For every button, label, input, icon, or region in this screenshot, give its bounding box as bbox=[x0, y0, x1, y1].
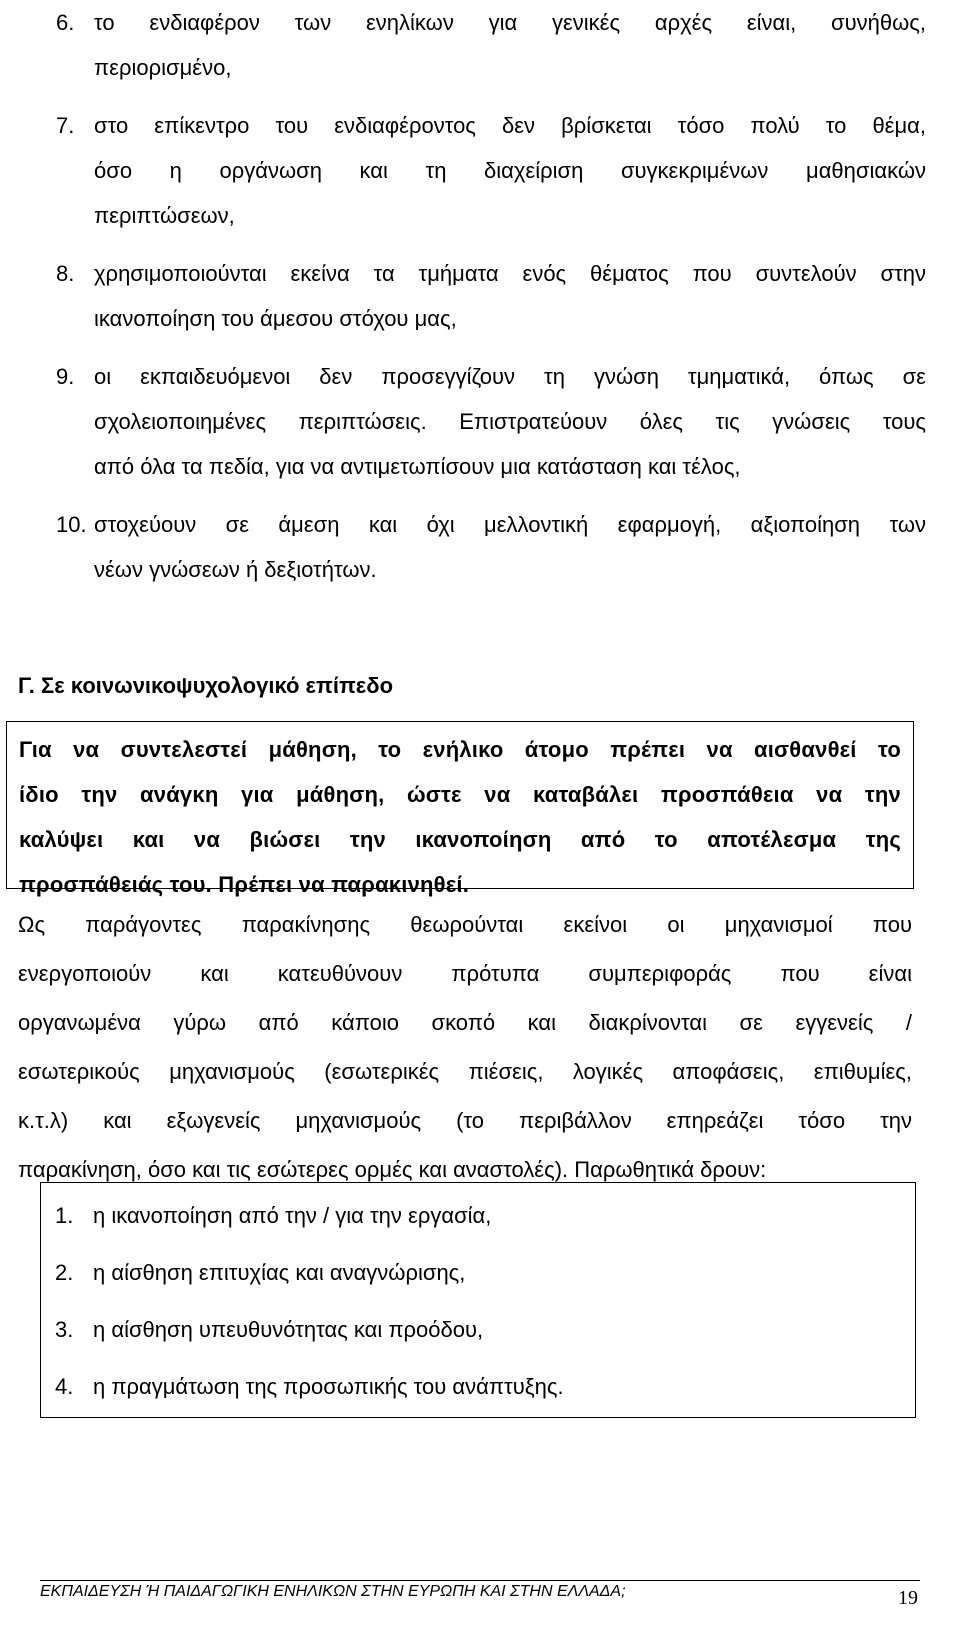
list-item bbox=[55, 1358, 915, 1415]
paragraph-line: παρακίνηση, όσο και τις εσώτερες ορμές και αναστολές). Παρωθητικά δρουν: bbox=[18, 1157, 767, 1182]
list-item bbox=[56, 251, 926, 341]
list-line: οι εκπαιδευόμενοι δεν προσεγγίζουν τη γνώση τμηματικά, όπως σε bbox=[94, 364, 926, 389]
paragraph-line: Ως παράγοντες παρακίνησης θεωρούνται εκείνοι οι μηχανισμοί που bbox=[18, 912, 912, 937]
list-line: νέων γνώσεων ή δεξιοτήτων. bbox=[94, 557, 377, 582]
statement-line: Για να συντελεστεί μάθηση, το ενήλικο άτομο πρέπει να αισθανθεί το bbox=[19, 737, 901, 762]
list-item bbox=[56, 0, 926, 90]
boxed-numbered-list bbox=[40, 1182, 916, 1418]
list-line: στο επίκεντρο του ενδιαφέροντος δεν βρίσκεται τόσο πολύ το θέμα, bbox=[94, 113, 926, 138]
list-line: σχολειοποιημένες περιπτώσεις. Επιστρατεύουν όλες τις γνώσεις τους bbox=[94, 409, 926, 434]
list-text: η αίσθηση επιτυχίας και αναγνώρισης, bbox=[93, 1260, 466, 1285]
section-heading: Γ. Σε κοινωνικοψυχολογικό επίπεδο bbox=[18, 673, 394, 698]
list-number: 1. bbox=[55, 1203, 74, 1228]
list-number: 2. bbox=[55, 1260, 74, 1285]
footer-title: ΕΚΠΑΙΔΕΥΣΗ Ή ΠΑΙΔΑΓΩΓΙΚΗ ΕΝΗΛΙΚΩΝ ΣΤΗΝ ΕΥΡΩΠΗ ΚΑΙ ΣΤΗΝ ΕΛΛΑΔΑ; bbox=[40, 1583, 626, 1600]
paragraph-line: κ.τ.λ) και εξωγενείς μηχανισμούς (το περιβάλλον επηρεάζει τόσο την bbox=[18, 1108, 912, 1133]
page-number: 19 bbox=[898, 1587, 918, 1609]
list-line: όσο η οργάνωση και τη διαχείριση συγκεκριμένων μαθησιακών bbox=[94, 158, 926, 183]
list-number: 3. bbox=[55, 1317, 74, 1342]
list-number: 10. bbox=[56, 512, 87, 537]
boxed-statement bbox=[6, 721, 914, 897]
list-item bbox=[56, 103, 926, 238]
list-number: 6. bbox=[56, 10, 75, 35]
list-line: το ενδιαφέρον των ενηλίκων για γενικές αρχές είναι, συνήθως, bbox=[94, 10, 926, 35]
list-item bbox=[56, 502, 926, 592]
list-line: ικανοποίηση του άμεσου στόχου μας, bbox=[94, 306, 457, 331]
page-footer bbox=[40, 1580, 920, 1609]
statement-line: καλύψει και να βιώσει την ικανοποίηση από το αποτέλεσμα της bbox=[19, 827, 901, 852]
list-item bbox=[55, 1301, 915, 1358]
list-number: 4. bbox=[55, 1374, 74, 1399]
statement-line: προσπάθειάς του. Πρέπει να παρακινηθεί. bbox=[19, 872, 470, 897]
body-paragraph bbox=[18, 900, 912, 1194]
paragraph-line: οργανωμένα γύρω από κάποιο σκοπό και διακρίνονται σε εγγενείς / bbox=[18, 1010, 912, 1035]
list-number: 7. bbox=[56, 113, 75, 138]
list-item bbox=[55, 1187, 915, 1244]
numbered-list bbox=[56, 0, 926, 592]
list-number: 8. bbox=[56, 261, 75, 286]
list-item bbox=[56, 354, 926, 489]
list-text: η αίσθηση υπευθυνότητας και προόδου, bbox=[93, 1317, 484, 1342]
list-line: περιορισμένο, bbox=[94, 55, 232, 80]
list-text: η πραγμάτωση της προσωπικής του ανάπτυξης. bbox=[93, 1374, 564, 1399]
paragraph-line: εσωτερικούς μηχανισμούς (εσωτερικές πιέσεις, λογικές αποφάσεις, επιθυμίες, bbox=[18, 1059, 912, 1084]
list-line: στοχεύουν σε άμεση και όχι μελλοντική εφαρμογή, αξιοποίηση των bbox=[94, 512, 926, 537]
statement-line: ίδιο την ανάγκη για μάθηση, ώστε να καταβάλει προσπάθεια να την bbox=[19, 782, 901, 807]
list-text: η ικανοποίηση από την / για την εργασία, bbox=[93, 1203, 492, 1228]
paragraph-line: ενεργοποιούν και κατευθύνουν πρότυπα συμπεριφοράς που είναι bbox=[18, 961, 912, 986]
list-line: περιπτώσεων, bbox=[94, 203, 235, 228]
list-line: από όλα τα πεδία, για να αντιμετωπίσουν μια κατάσταση και τέλος, bbox=[94, 454, 741, 479]
list-item bbox=[55, 1244, 915, 1301]
list-number: 9. bbox=[56, 364, 75, 389]
list-line: χρησιμοποιούνται εκείνα τα τμήματα ενός θέματος που συντελούν στην bbox=[94, 261, 926, 286]
